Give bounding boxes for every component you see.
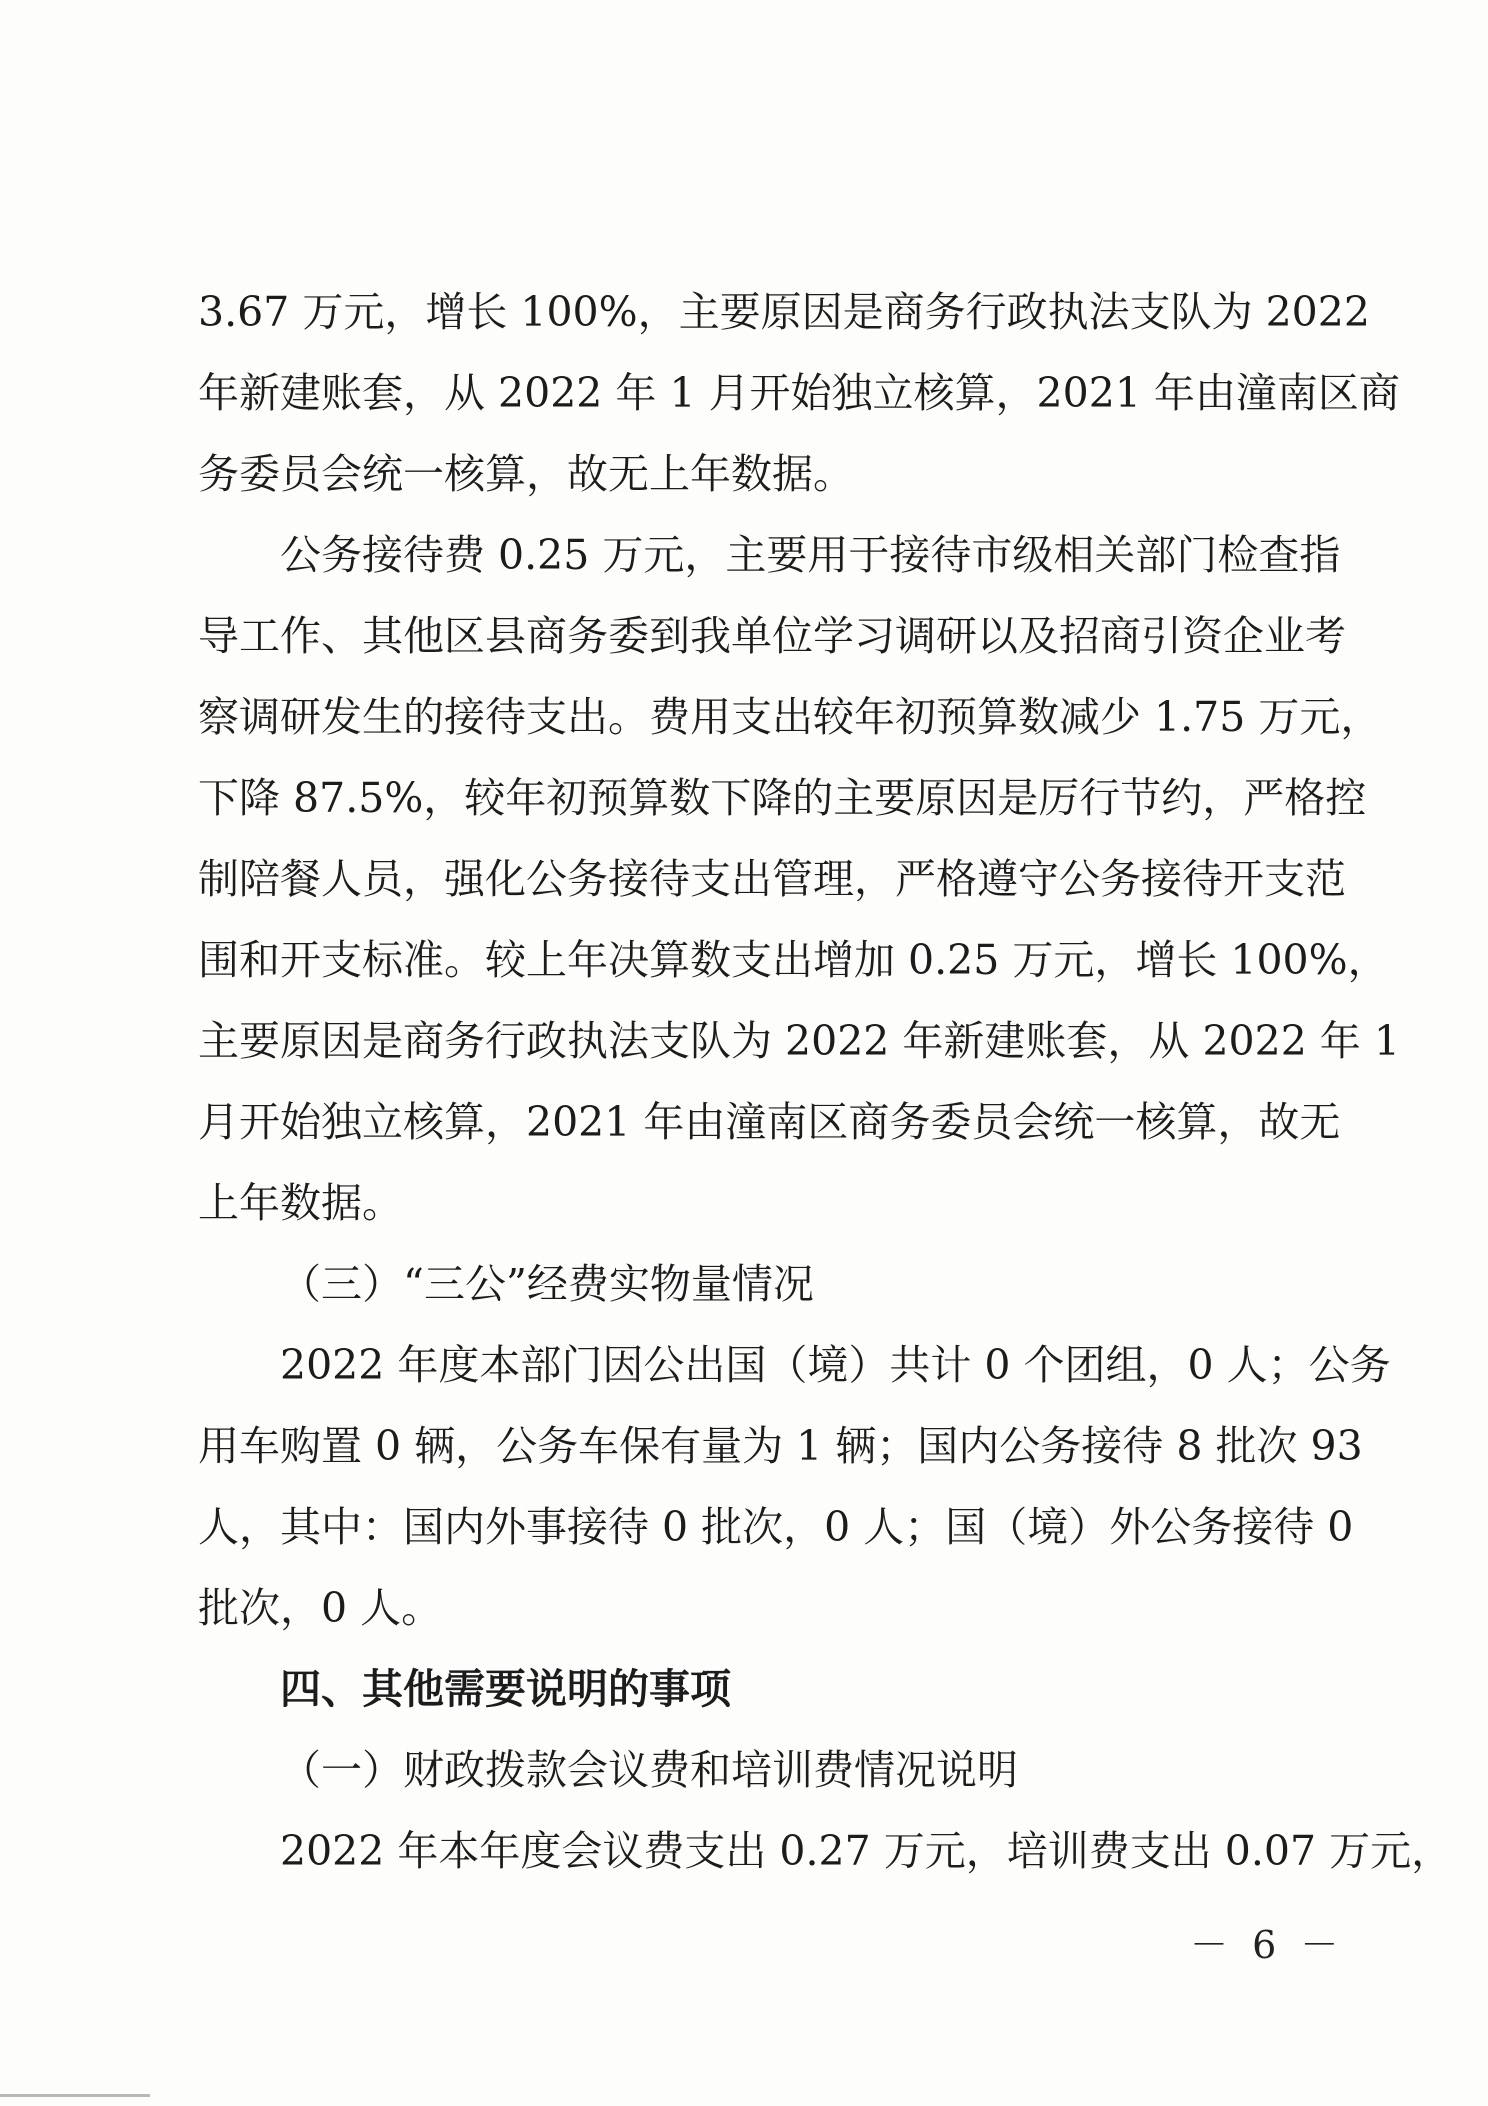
text-line: 制陪餐人员，强化公务接待支出管理，严格遵守公务接待开支范: [198, 855, 1346, 903]
page-number: － 6 －: [1190, 1923, 1345, 1967]
text-line: 围和开支标准。较上年决算数支出增加 0.25 万元，增长 100%，: [198, 936, 1389, 984]
text-line: 2022 年本年度会议费支出 0.27 万元，培训费支出 0.07 万元，: [280, 1827, 1453, 1875]
text-line: 导工作、其他区县商务委到我单位学习调研以及招商引资企业考: [198, 612, 1346, 660]
text-line: 主要原因是商务行政执法支队为 2022 年新建账套，从 2022 年 1: [198, 1017, 1400, 1065]
text-line: 3.67 万元，增长 100%，主要原因是商务行政执法支队为 2022: [198, 288, 1370, 336]
text-line: 人，其中：国内外事接待 0 批次，0 人；国（境）外公务接待 0: [198, 1503, 1354, 1551]
text-line: 批次，0 人。: [198, 1584, 443, 1632]
subheading: （三）“三公”经费实物量情况: [280, 1260, 814, 1308]
text-line: 年新建账套，从 2022 年 1 月开始独立核算，2021 年由潼南区商: [198, 369, 1400, 417]
text-line: 察调研发生的接待支出。费用支出较年初预算数减少 1.75 万元，: [198, 693, 1382, 741]
text-line: 用车购置 0 辆，公务车保有量为 1 辆；国内公务接待 8 批次 93: [198, 1422, 1363, 1470]
text-line: 2022 年度本部门因公出国（境）共计 0 个团组，0 人；公务: [280, 1341, 1391, 1389]
text-line: 上年数据。: [198, 1179, 403, 1227]
scan-edge-mark: [0, 2094, 150, 2097]
subheading: （一）财政拨款会议费和培训费情况说明: [280, 1746, 1018, 1794]
text-line: 月开始独立核算，2021 年由潼南区商务委员会统一核算，故无: [198, 1098, 1341, 1146]
text-line: 务委员会统一核算，故无上年数据。: [198, 450, 854, 498]
document-body: [198, 272, 1453, 1892]
section-heading: 四、其他需要说明的事项: [280, 1665, 731, 1713]
text-line: 公务接待费 0.25 万元，主要用于接待市级相关部门检查指: [280, 531, 1341, 579]
text-line: 下降 87.5%，较年初预算数下降的主要原因是厉行节约，严格控: [198, 774, 1367, 822]
